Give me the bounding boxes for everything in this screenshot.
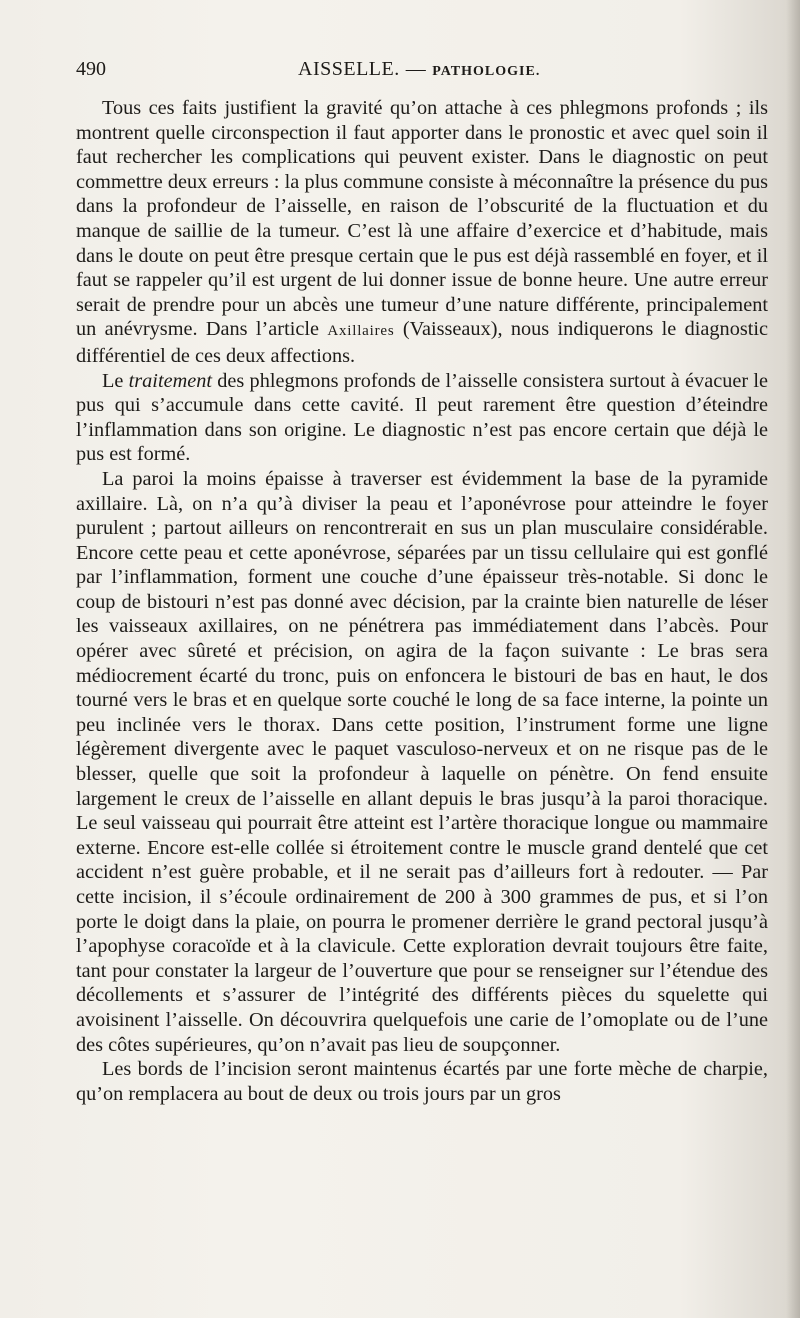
paragraph-text: (Vaisseaux), nous indiquerons le diagnostic différentiel de ces deux affections. xyxy=(76,318,769,367)
page-number: 490 xyxy=(76,58,106,80)
chapter-title: AISSELLE. xyxy=(298,58,400,80)
small-caps-reference: Axillaires xyxy=(327,323,395,340)
paragraph-text: Le xyxy=(102,369,124,392)
paragraph-dressing: Les bords de l’incision seront maintenus écartés par une forte mèche de charpie, qu’on remplacera au bout de deux ou trois jours par un gros xyxy=(76,1058,768,1105)
paragraph-text: des phlegmons profonds de l’aisselle consistera surtout à évacuer le pus qui s’accumule dans cette cavité. Il peut rarement être question d’éteindre l’inflammation dans son origine. Le diagnostic n’est pas encore certain que déjà le pus est formé. xyxy=(76,369,768,466)
paragraph-treatment xyxy=(76,369,768,467)
section-title: PATHOLOGIE. xyxy=(432,64,541,79)
body-text xyxy=(76,96,768,1106)
paragraph-diagnosis xyxy=(76,96,768,369)
title-dash: — xyxy=(405,58,427,80)
running-head xyxy=(76,58,766,88)
emphasis-term: traitement xyxy=(128,369,213,392)
page-edge-shadow xyxy=(786,0,800,1318)
paragraph-incision: La paroi la moins épaisse à traverser est évidemment la base de la pyramide axillaire. Là, on n’a qu’à diviser la peau et l’aponévrose pour atteindre le foyer purulent ; partout ailleurs on rencontrerait en sus un plan musculaire considérable. Encore cette peau et cette aponévrose, séparées par un tissu cellulaire qui est gonflé par l’inflammation, forment une couche d’une épaisseur très-notable. Si donc le coup de bistouri n’est pas donné avec décision, par la crainte bien naturelle de léser les vaisseaux axillaires, on ne pénétrera pas immédiatement dans l’abcès. Pour opérer avec sûreté et précision, on agira de la façon suivante : Le bras sera médiocrement écarté du tronc, puis on enfoncera le bistouri de bas en haut, le dos tourné vers le bras et en quelque sorte couché le long de sa face interne, la pointe un peu inclinée vers le thorax. Dans cette position, l’instrument forme une ligne légèrement divergente avec le paquet vasculoso-nerveux et on ne risque pas de le blesser, quelle que soit la profondeur à laquelle on pénètre. On fend ensuite largement le creux de l’aisselle en allant depuis le bras jusqu’à la paroi thoracique. Le seul vaisseau qui pourrait être atteint est l’artère thoracique longue ou mammaire externe. Encore est-elle collée si étroitement contre le muscle grand dentelé que cet accident n’est guère probable, et il ne serait pas d’ailleurs fort à redouter. — Par cette incision, il s’écoule ordinairement de 200 à 300 grammes de pus, et si l’on porte le doigt dans la plaie, on pourra le promener derrière le grand pectoral jusqu’à l’apophyse coracoïde et à la clavicule. Cette exploration devrait toujours être faite, tant pour constater la largeur de l’ouverture que pour se renseigner sur l’étendue des décollements et s’assurer de l’intégrité des différents pièces du squelette qui avoisinent l’aisselle. On découvrira quelquefois une carie de l’omoplate ou de l’une des côtes supérieures, qu’on n’avait pas lieu de soupçonner. xyxy=(76,467,768,1056)
paragraph-text: Tous ces faits justifient la gravité qu’on attache à ces phlegmons profonds ; ils montrent quelle circonspection il faut apporter dans le pronostic et avec quel soin il faut rechercher les complications qui peuvent exister. Dans le diagnostic on peut commettre deux erreurs : la plus commune consiste à méconnaître la présence du pus dans la profondeur de l’aisselle, en raison de l’obscurité de la fluctuation et du manque de saillie de la tumeur. C’est là une affaire d’exercice et d’habitude, mais dans le doute on peut être presque certain que le pus est déjà rassemblé en foyer, et il faut se rappeler qu’il est urgent de lui donner issue de bonne heure. Une autre erreur serait de prendre pour un abcès une tumeur d’une nature différente, principalement un anévrysme. Dans l’article xyxy=(76,97,768,341)
running-title xyxy=(298,58,540,81)
